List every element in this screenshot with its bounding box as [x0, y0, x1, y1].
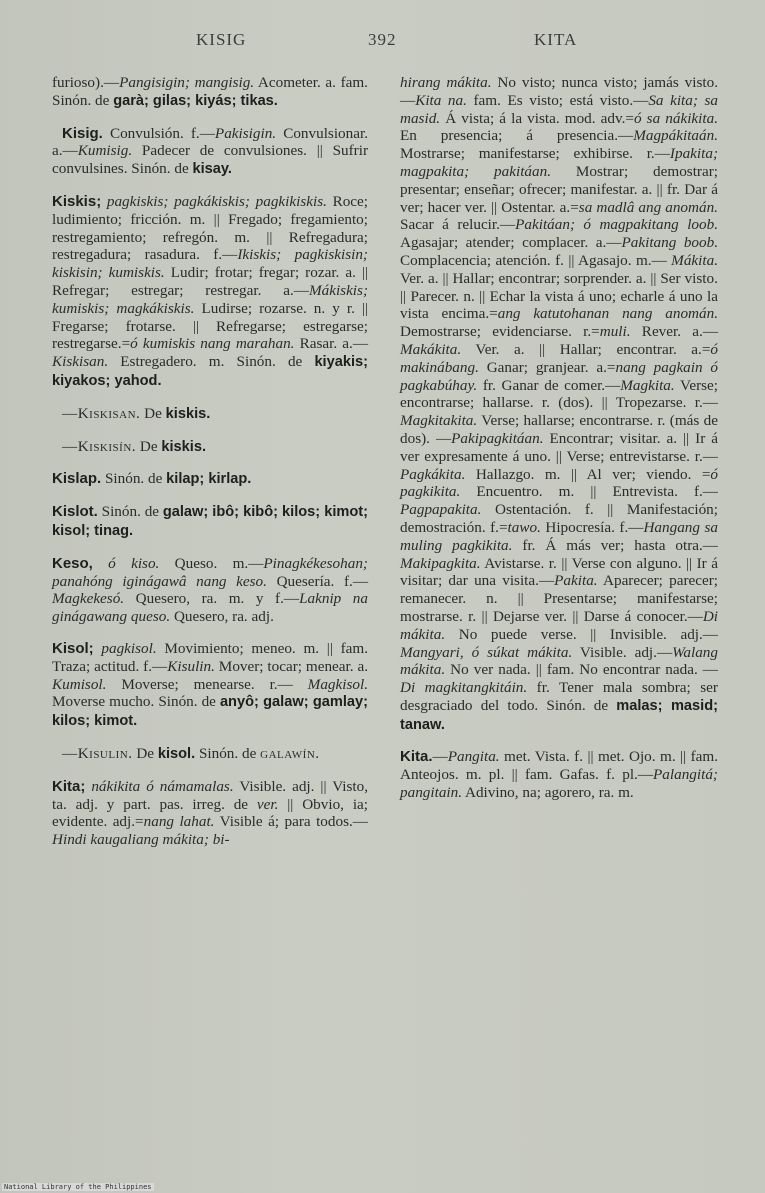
entry-kislap: Kislap. Sinón. de kilap; kirlap. [52, 470, 252, 488]
right-column [400, 74, 718, 802]
entry-continuation: furioso).—Pangisigin; mangisig. Acometer. a. fam. Sinón. de garà; gilas; kiyás; tikas. [52, 74, 368, 109]
page-header [40, 30, 725, 54]
entry-kiskis: Kiskis; pagkiskis; pagkákiskis; pagkikiskis. Roce; ludimiento; fricción. m. || Fregado; fregamiento; restregamiento; refregón. m. || Refregadura; restregadura; rasadura. f.—Ikiskis; pagkiskisin; kiskisin; kumiskis. Ludir; frotar; fregar; rozar. a. || Refregar; estregar; restregar. a.—Mákiskis; kumiskis; magkákiskis. Ludirse; rozarse. n. y r. || Fregarse; frotarse. || Refregarse; estregarse; restregarse.=ó kumiskis nang marahan. Rasar. a.—Kiskisan. Estregadero. m. Sinón. de kiyakis; kiyakos; yahod. [52, 192, 369, 389]
left-column [52, 74, 368, 849]
header-right-guideword: KITA [534, 30, 578, 49]
entry-kita-vista: Kita.—Pangita. met. Vista. f. || met. Ojo. m. || fam. Anteojos. m. pl. || fam. Gafas. f. pl.—Palangitá; pangitain. Adivino, na; agorero, ra. m. [400, 748, 718, 802]
page-number: 392 [368, 30, 397, 49]
header-left-guideword: KISIG [196, 30, 247, 49]
entry-kisig: Kisig. Convulsión. f.—Pakisigin. Convulsionar. a.—Kumisig. Padecer de convulsiones. || Sufrir convulsines. Sinón. de kisay. [52, 124, 368, 178]
entry-kiskisin: —Kiskisín. De kiskis. [62, 437, 207, 455]
entry-keso: Keso, ó kiso. Queso. m.—Pinagkékesohan; panahóng iginágawâ nang keso. Quesería. f.—Magkekesó. Quesero, ra. m. y f.—Laknip na ginágawang queso. Quesero, ra. adj. [52, 554, 369, 626]
entry-kislot: Kislot. Sinón. de galaw; ibô; kibô; kilos; kimot; kisol; tinag. [52, 503, 368, 539]
entry-kita: Kita; nákikita ó námamalas. Visible. adj. || Visto, ta. adj. y part. pas. irreg. de ver. || Obvio, ia; evidente. adj.=nang lahat. Visible á; para todos.—Hindi kaugaliang mákita; bi- [52, 777, 368, 849]
entry-kisol: Kisol; pagkisol. Movimiento; meneo. m. || fam. Traza; actitud. f.—Kisulin. Mover; tocar; menear. a. Kumisol. Moverse; menearse. r.— Magkisol. Moverse mucho. Sinón. de anyô; galaw; gamlay; kilos; kimot. [52, 639, 368, 730]
entry-kisulin: —Kisulin. De kisol. Sinón. de galawín. [62, 744, 320, 762]
entry-kita-continued: hirang mákita. No visto; nunca visto; jamás visto.—Kita na. fam. Es visto; está visto.—Sa kita; sa masid. Á vista; á la vista. mod. adv.=ó sa nákikita. En presencia; á presencia.—Magpákitaán. Mostrarse; manifestarse; exhibirse. r.—Ipakita; magpakita; pakitáan. Mostrar; demostrar; presentar; enseñar; ofrecer; manifestar. a. || fr. Dar á ver; hacer ver. || Ostentar. a.=sa madlâ ang anomán. Sacar á relucir.—Pakitáan; ó magpakitang loob. Agasajar; atender; complacer. a.—Pakitang boob. Complacencia; atención. f. || Agasajo. m.— Mákita. Ver. a. || Hallar; encontrar; sorprender. a. || Ser visto. || Parecer. n. || Echar la vista á uno; echarle á uno la vista encima.=ang katutohanan nang anomán. Demostrarse; evidenciarse. r.=muli. Rever. a.— Makákita. Ver. a. || Hallar; encontrar. a.=ó makinábang. Ganar; granjear. a.=nang pagkain ó pagkabúhay. fr. Ganar de comer.—Magkita. Verse; encontrarse; hallarse. r. (dos). || Tropezarse. r.—Magkitakita. Verse; hallarse; encontrarse. r. (más de dos). —Pakipagkitáan. Encontrar; visitar. a. || Ir á ver expresamente á uno. || Verse; entrevistarse. r.—Pagkákita. Hallazgo. m. || Al ver; viendo. =ó pagkikita. Encuentro. m. || Entrevista. f.—Pagpapakita. Ostentación. f. || Manifestación; demostración. f.=tawo. Hipocresía. f.—Hangang sa muling pagkikita. fr. Á más ver; hasta otra.—Makipagkita. Avistarse. r. || Verse con alguno. || Ir á visitar; dar una visita.—Pakita. Aparecer; parecer; remanecer. n. || Presentarse; manifestarse; mostrarse. r. || Dejarse ver. || Darse á conocer.—Di mákita. No puede verse. || Invisible. adj.— Mangyari, ó súkat mákita. Visible. adj.—Walang mákita. No ver nada. || fam. No encontrar nada. — Di magkitangkitáin. fr. Tener mala sombra; ser desgraciado del todo. Sinón. de malas; masid; tanaw. [400, 74, 719, 733]
entry-kiskisan: —Kiskisan. De kiskis. [62, 404, 211, 422]
library-credit: National Library of the Philippines [4, 1183, 152, 1191]
